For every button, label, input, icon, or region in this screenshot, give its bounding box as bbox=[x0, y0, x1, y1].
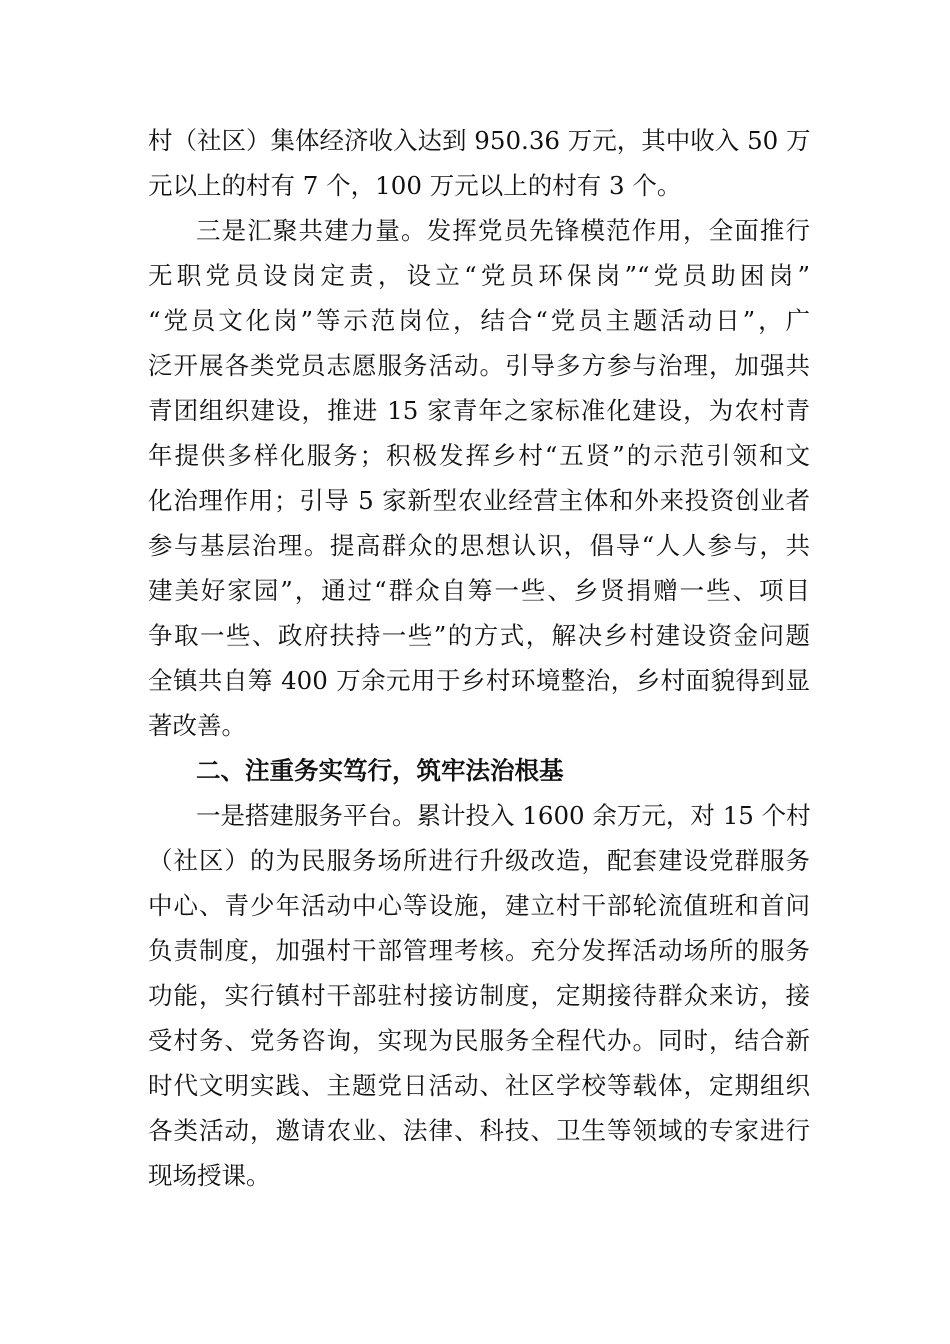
paragraph-line: 时代文明实践、主题党日活动、社区学校等载体，定期组织 bbox=[148, 1071, 810, 1100]
paragraph-line: 青团组织建设，推进 15 家青年之家标准化建设，为农村青 bbox=[148, 396, 810, 425]
paragraph-line: 著改善。 bbox=[148, 711, 246, 740]
paragraph-line: 三是汇聚共建力量。发挥党员先锋模范作用，全面推行 bbox=[196, 216, 810, 245]
paragraph-line: 一是搭建服务平台。累计投入 1600 余万元，对 15 个村 bbox=[196, 801, 811, 830]
paragraph-line: 各类活动，邀请农业、法律、科技、卫生等领域的专家进行 bbox=[148, 1116, 810, 1145]
paragraph-line: 泛开展各类党员志愿服务活动。引导多方参与治理，加强共 bbox=[148, 351, 810, 380]
paragraph-line: 无职党员设岗定责，设立“党员环保岗”“党员助困岗” bbox=[148, 261, 810, 290]
paragraph-line: “党员文化岗”等示范岗位，结合“党员主题活动日”，广 bbox=[148, 306, 810, 335]
paragraph-line: 争取一些、政府扶持一些”的方式，解决乡村建设资金问题 bbox=[148, 621, 810, 650]
paragraph-line: 现场授课。 bbox=[148, 1161, 271, 1190]
paragraph-line: 村（社区）集体经济收入达到 950.36 万元，其中收入 50 万 bbox=[148, 126, 811, 155]
paragraph-line: 全镇共自筹 400 万余元用于乡村环境整治，乡村面貌得到显 bbox=[148, 666, 810, 695]
paragraph-line: 受村务、党务咨询，实现为民服务全程代办。同时，结合新 bbox=[148, 1026, 810, 1055]
paragraph-line: 中心、青少年活动中心等设施，建立村干部轮流值班和首问 bbox=[148, 891, 810, 920]
paragraph-line: 负责制度，加强村干部管理考核。充分发挥活动场所的服务 bbox=[148, 936, 810, 965]
paragraph-line: 功能，实行镇村干部驻村接访制度，定期接待群众来访，接 bbox=[148, 981, 810, 1010]
paragraph-line: 化治理作用；引导 5 家新型农业经营主体和外来投资创业者 bbox=[148, 486, 810, 515]
paragraph-line: 年提供多样化服务；积极发挥乡村“五贤”的示范引领和文 bbox=[148, 441, 810, 470]
paragraph-line: （社区）的为民服务场所进行升级改造，配套建设党群服务 bbox=[148, 846, 810, 875]
paragraph-line: 元以上的村有 7 个，100 万元以上的村有 3 个。 bbox=[148, 171, 682, 200]
paragraph-line: 建美好家园”，通过“群众自筹一些、乡贤捐赠一些、项目 bbox=[148, 576, 810, 605]
section-heading: 二、注重务实笃行，筑牢法治根基 bbox=[196, 756, 564, 785]
paragraph-line: 参与基层治理。提高群众的思想认识，倡导“人人参与，共 bbox=[148, 531, 810, 560]
